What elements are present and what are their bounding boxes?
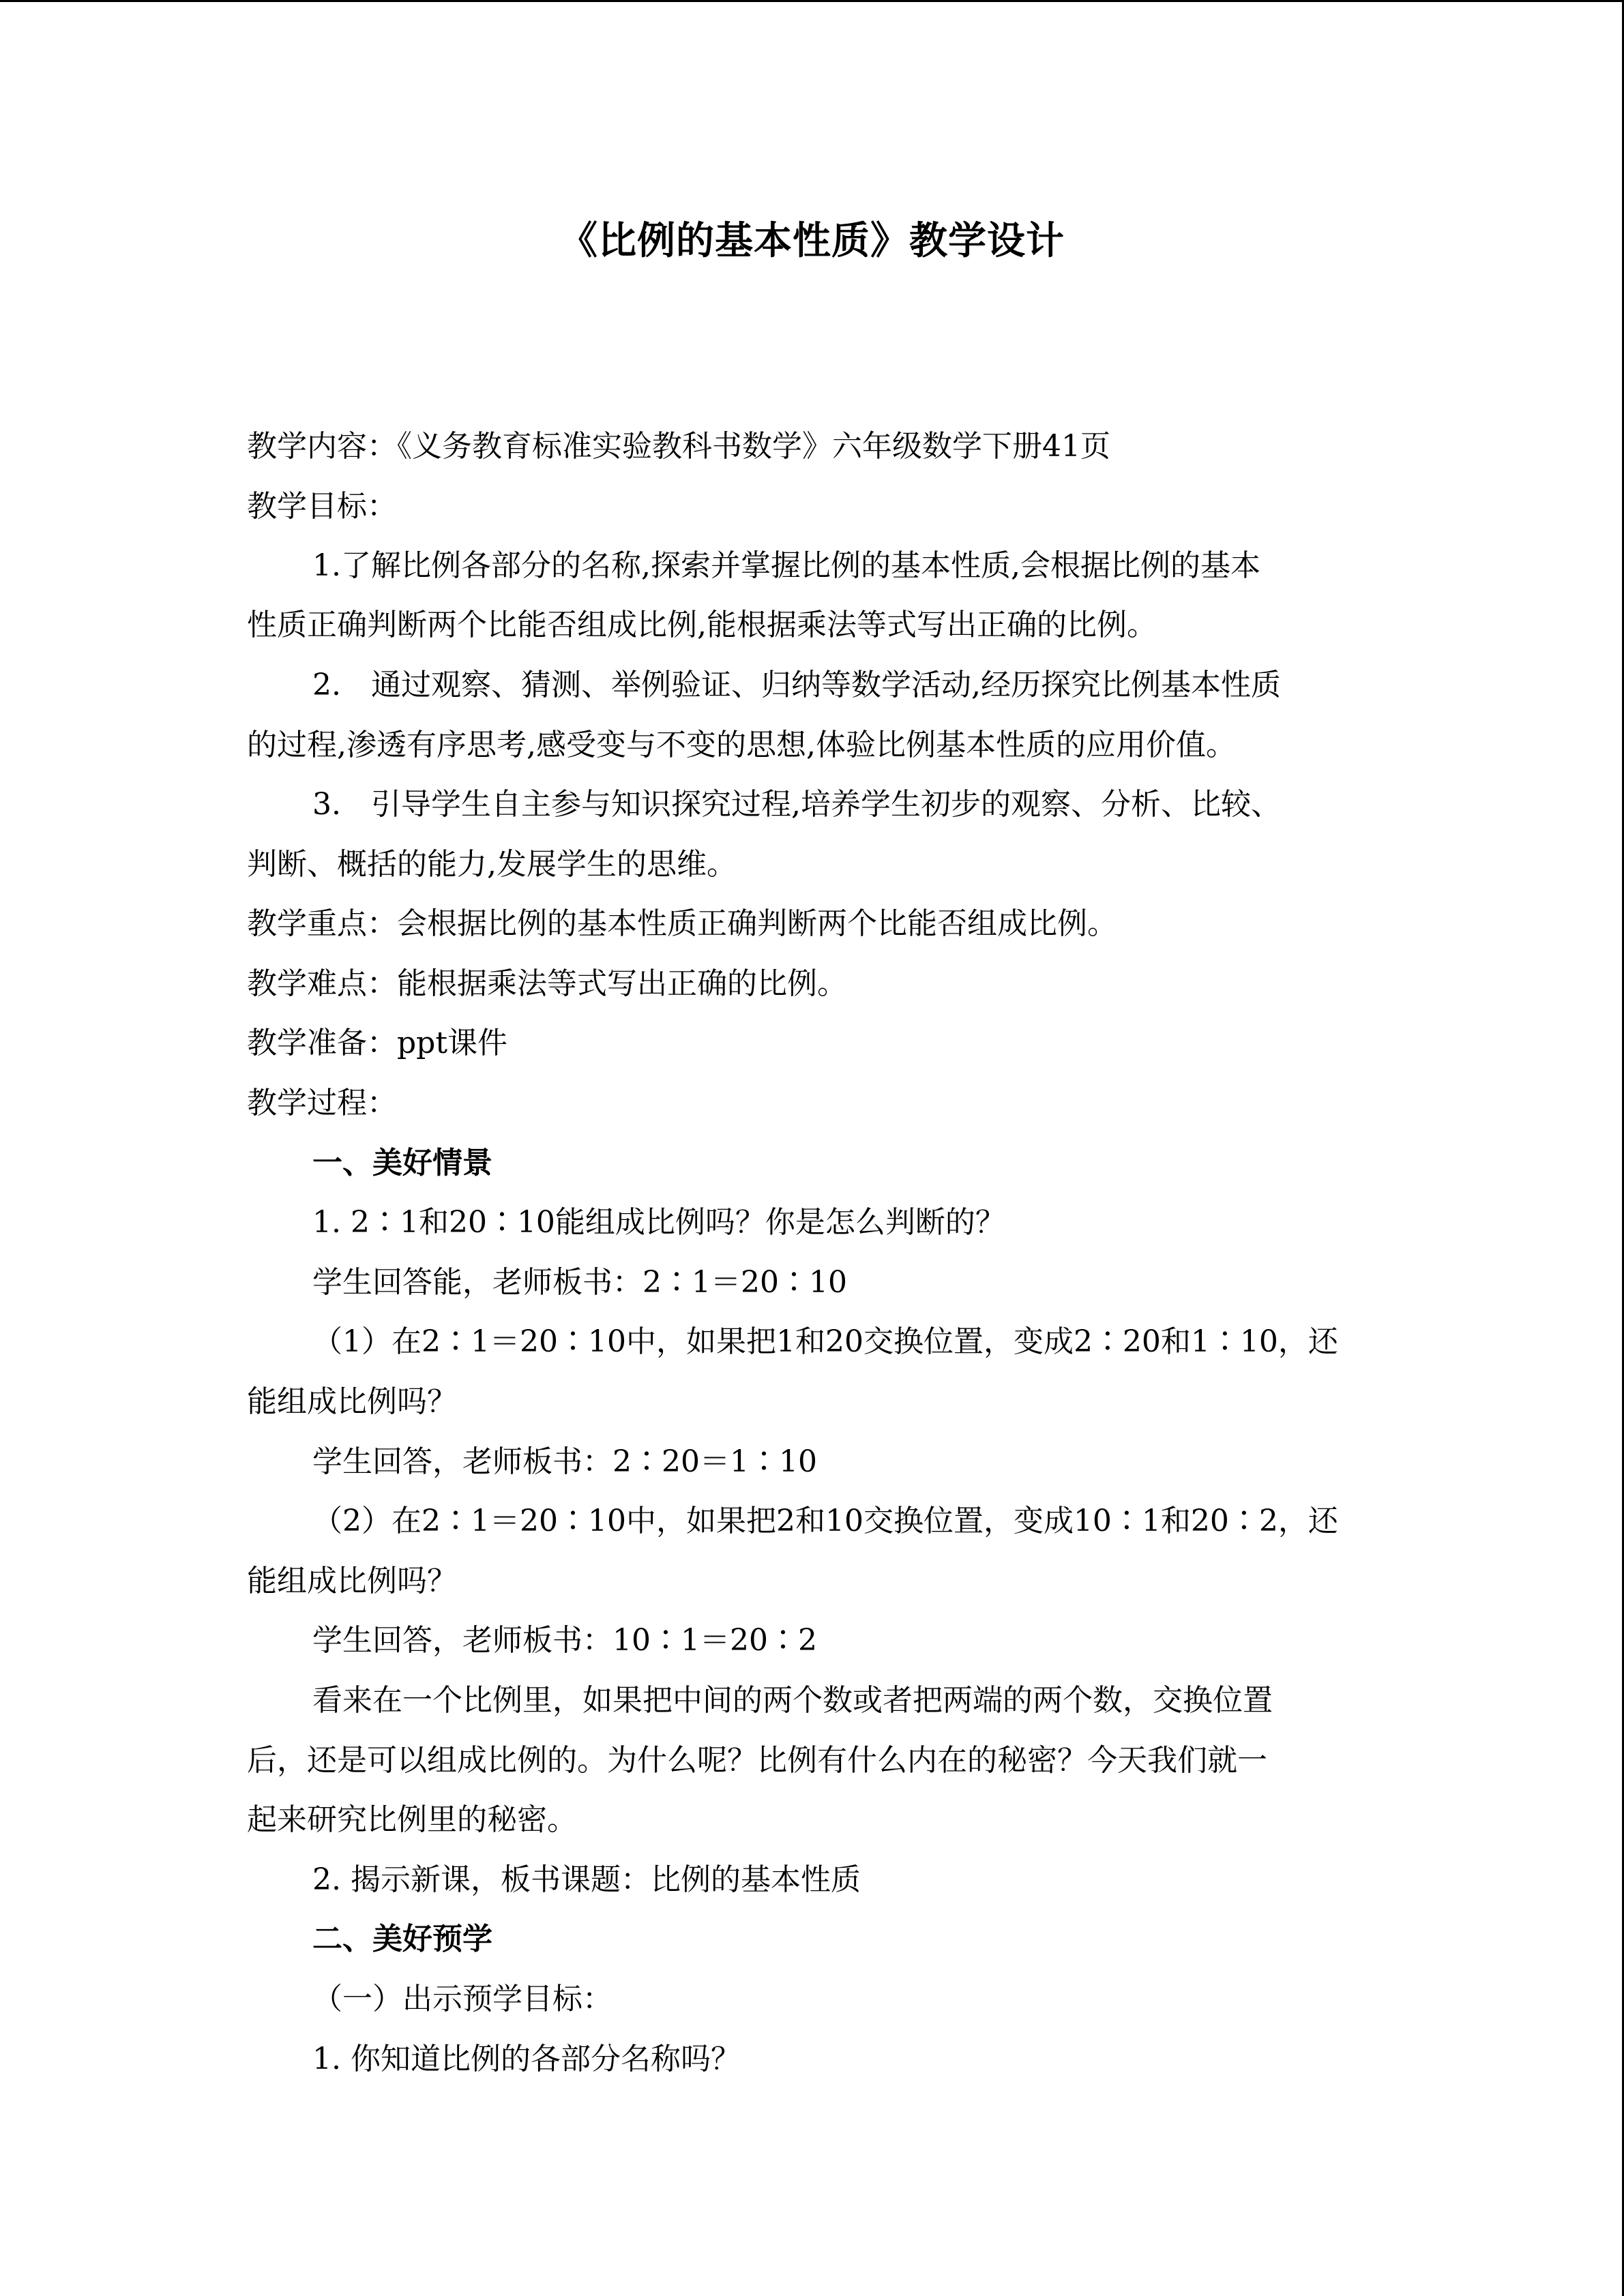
text-line: 教学过程： bbox=[247, 1086, 397, 1120]
text-line: 性质正确判断两个比能否组成比例,能根据乘法等式写出正确的比例。 bbox=[247, 608, 1157, 642]
section-heading: 二、美好预学 bbox=[312, 1922, 492, 1956]
section-heading: 一、美好情景 bbox=[312, 1146, 492, 1180]
text-line: 后，还是可以组成比例的。为什么呢？比例有什么内在的秘密？今天我们就一 bbox=[247, 1743, 1267, 1778]
text-line: 能组成比例吗？ bbox=[247, 1564, 457, 1598]
text-line: （一）出示预学目标： bbox=[312, 1982, 612, 2016]
text-line: 2. 揭示新课，板书课题：比例的基本性质 bbox=[312, 1862, 861, 1897]
text-line: 3. 引导学生自主参与知识探究过程,培养学生初步的观察、分析、比较、 bbox=[312, 787, 1281, 822]
text-line: 学生回答能，老师板书：2∶1＝20∶10 bbox=[312, 1265, 847, 1300]
text-line: （2）在2∶1＝20∶10中，如果把2和10交换位置，变成10∶1和20∶2，还 bbox=[312, 1504, 1338, 1538]
text-line: 教学目标： bbox=[247, 489, 397, 524]
text-line: 1.了解比例各部分的名称,探索并掌握比例的基本性质,会根据比例的基本 bbox=[312, 548, 1260, 583]
text-line: 教学重点：会根据比例的基本性质正确判断两个比能否组成比例。 bbox=[247, 906, 1117, 941]
text-line: 教学难点：能根据乘法等式写出正确的比例。 bbox=[247, 966, 847, 1001]
text-line: 教学内容：《义务教育标准实验教科书数学》六年级数学下册41页 bbox=[247, 429, 1110, 464]
text-line: 学生回答，老师板书：10∶1＝20∶2 bbox=[312, 1623, 817, 1658]
text-line: 起来研究比例里的秘密。 bbox=[247, 1802, 577, 1837]
text-line: 看来在一个比例里，如果把中间的两个数或者把两端的两个数，交换位置 bbox=[312, 1683, 1273, 1718]
text-line: 1. 2∶1和20∶10能组成比例吗？你是怎么判断的？ bbox=[312, 1205, 1005, 1240]
text-line: 学生回答，老师板书：2∶20＝1∶10 bbox=[312, 1444, 817, 1479]
text-line: 教学准备：ppt课件 bbox=[247, 1026, 508, 1060]
text-line: （1）在2∶1＝20∶10中，如果把1和20交换位置，变成2∶20和1∶10，还 bbox=[312, 1324, 1338, 1359]
text-line: 能组成比例吗？ bbox=[247, 1384, 457, 1419]
text-line: 判断、概括的能力,发展学生的思维。 bbox=[247, 847, 737, 882]
text-line: 1. 你知道比例的各部分名称吗？ bbox=[312, 2042, 741, 2076]
text-line: 2. 通过观察、猜测、举例验证、归纳等数学活动,经历探究比例基本性质 bbox=[312, 668, 1281, 702]
document-title: 《比例的基本性质》教学设计 bbox=[559, 218, 1065, 263]
text-line: 的过程,渗透有序思考,感受变与不变的思想,体验比例基本性质的应用价值。 bbox=[247, 728, 1236, 762]
